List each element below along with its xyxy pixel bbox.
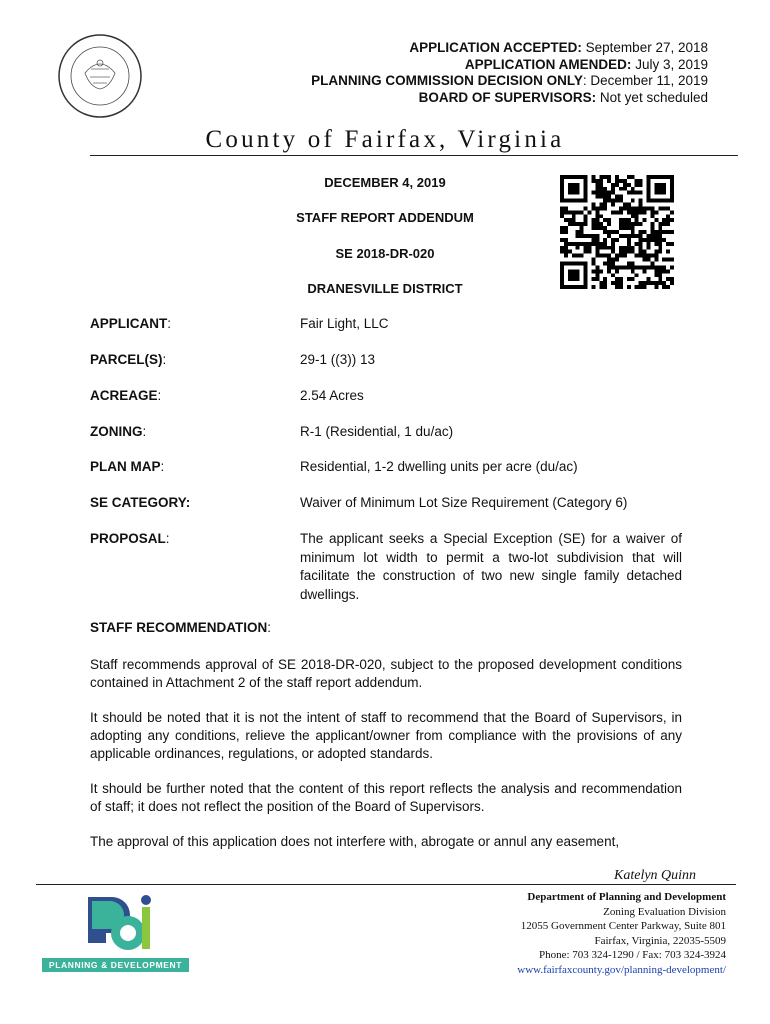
staff-recommendation-heading: STAFF RECOMMENDATION: [90,620,271,635]
se-category-label: SE CATEGORY: [90,495,191,510]
case-number: SE 2018-DR-020 [335,246,435,261]
position-paragraph: It should be further noted that the content of this report reflects the analysis and recommendation of staff; it does not reflect the position of the Board of Supervisors. [90,781,682,814]
recommendation-paragraph: Staff recommends approval of SE 2018-DR-020, subject to the proposed development conditions contained in Attachment 2 of the staff report addendum. [90,657,682,690]
bos-label: BOARD OF SUPERVISORS: [418,89,597,105]
zoning-value: R-1 (Residential, 1 du/ac) [300,424,454,439]
district: DRANESVILLE DISTRICT [307,281,463,296]
accepted-value: September 27, 2018 [585,40,708,55]
bos-value: Not yet scheduled [599,89,708,105]
department-name: Department of Planning and Development [527,891,726,903]
applicant-value: Fair Light, LLC [300,316,389,331]
application-dates [311,40,708,106]
parcels-value: 29-1 ((3)) 13 [300,352,376,367]
qr-code-image [560,175,674,289]
county-seal-image [57,33,143,119]
acreage-label: ACREAGE: [90,388,162,403]
department-website-link[interactable]: www.fairfaxcounty.gov/planning-development/ [517,963,726,976]
pc-decision-label: PLANNING COMMISSION DECISION ONLY [311,73,583,88]
plan-map-value: Residential, 1-2 dwelling units per acre (du/ac) [300,459,578,474]
phone-fax: Phone: 703 324-1290 / Fax: 703 324-3924 [539,949,726,961]
staff-signature: Katelyn Quinn [614,868,697,883]
plan-map-label: PLAN MAP: [90,459,165,474]
county-title: County of Fairfax, Virginia [205,126,565,153]
report-date: DECEMBER 4, 2019 [324,175,446,190]
pc-decision-value: : December 11, 2019 [582,73,708,88]
address-line-1: 12055 Government Center Parkway, Suite 801 [520,920,726,932]
report-type: STAFF REPORT ADDENDUM [296,210,474,225]
department-contact [517,890,726,977]
header-divider [90,155,738,156]
amended-label: APPLICATION AMENDED: [464,56,632,72]
acreage-value: 2.54 Acres [300,388,364,403]
footer-divider [36,884,736,885]
parcels-label: PARCEL(S): [90,352,167,367]
easement-paragraph: The approval of this application does not interfere with, abrogate or annul any easement, [90,834,620,849]
proposal-label: PROPOSAL: [90,531,170,546]
applicant-label: APPLICANT: [90,316,172,331]
logo-text: PLANNING & DEVELOPMENT [42,958,189,972]
division-name: Zoning Evaluation Division [603,905,726,918]
se-category-value: Waiver of Minimum Lot Size Requirement (Category 6) [300,495,628,510]
proposal-value: The applicant seeks a Special Exception (SE) for a waiver of minimum lot width to permit a two-lot subdivision that will facilitate the construction of two new single family detached dwellings. [300,531,682,602]
zoning-label: ZONING: [90,424,147,439]
address-line-2: Fairfax, Virginia, 22035-5509 [594,934,726,947]
accepted-label: APPLICATION ACCEPTED: [409,40,582,55]
compliance-paragraph: It should be noted that it is not the intent of staff to recommend that the Board of Supervisors, in adopting any conditions, relieve the applicant/owner from compliance with the provisions of any applicable ordinances, regulations, or adopted standards. [90,710,682,761]
amended-value: July 3, 2019 [635,56,708,72]
